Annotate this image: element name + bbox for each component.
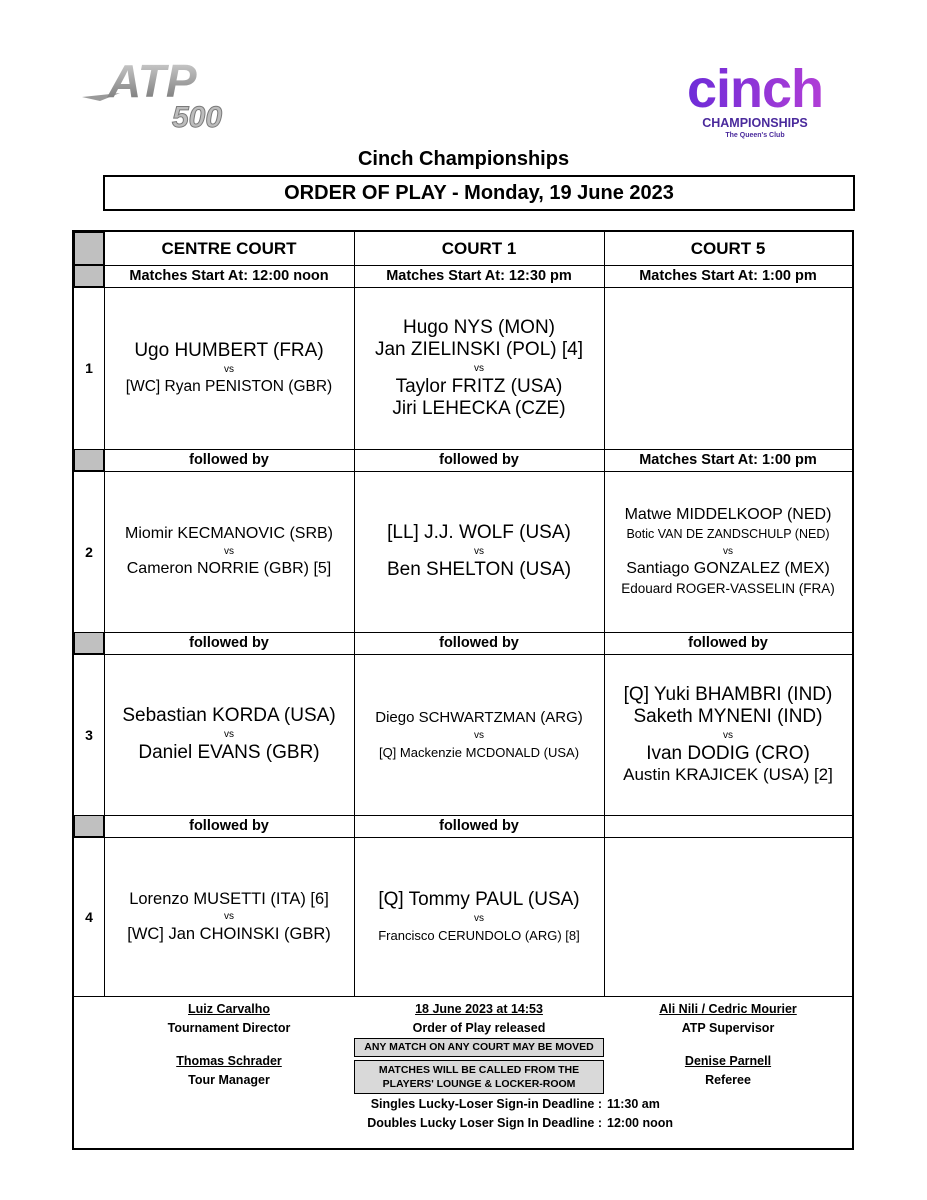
match-cell-court1-3 <box>354 654 604 815</box>
header-gray-marker <box>74 232 104 265</box>
atp-logo-word: ATP <box>108 55 197 107</box>
match-cell-court1-2 <box>354 471 604 632</box>
start-time-court5: Matches Start At: 1:00 pm <box>639 268 817 284</box>
vs-label: vs <box>474 729 484 741</box>
start-gray-marker <box>74 265 104 287</box>
singles-deadline-time: 11:30 am <box>607 1097 660 1111</box>
director-name: Luiz Carvalho <box>188 1002 270 1016</box>
player: [Q] Yuki BHAMBRI (IND) <box>623 684 833 705</box>
player: Cameron NORRIE (GBR) [5] <box>126 560 332 577</box>
supervisor-title: ATP Supervisor <box>681 1021 775 1035</box>
director-block <box>104 1002 354 1088</box>
match-number: 3 <box>85 726 93 743</box>
followed-by-label: followed by <box>439 452 519 468</box>
player: [Q] Mackenzie MCDONALD (USA) <box>378 744 580 760</box>
atp-500-logo <box>80 55 240 135</box>
sep-gray-marker-3 <box>74 815 104 837</box>
vs-label: vs <box>474 362 484 374</box>
released-label: Order of Play released <box>412 1021 546 1035</box>
doubles-deadline-label: Doubles Lucky Loser Sign In Deadline : <box>367 1116 602 1130</box>
player: Daniel EVANS (GBR) <box>138 742 320 763</box>
match-cell-court1-1 <box>354 287 604 449</box>
followed-by-label: followed by <box>189 635 269 651</box>
match-number: 2 <box>85 543 93 560</box>
vs-label: vs <box>474 546 484 557</box>
cinch-championships-logo <box>680 59 830 152</box>
followed-by-label: followed by <box>439 818 519 834</box>
notice-called-from-lounge: MATCHES WILL BE CALLED FROM THE PLAYERS' LOUNGE & LOCKER-ROOM <box>354 1060 604 1094</box>
referee-title: Referee <box>705 1073 751 1087</box>
sep-gray-marker-1 <box>74 449 104 471</box>
order-of-play-grid <box>72 230 854 1150</box>
manager-name: Thomas Schrader <box>176 1054 282 1068</box>
director-title: Tournament Director <box>167 1021 291 1035</box>
player: Austin KRAJICEK (USA) [2] <box>623 765 833 784</box>
player: Francisco CERUNDOLO (ARG) [8] <box>378 927 580 943</box>
court-header-court1: COURT 1 <box>441 238 517 258</box>
match-cell-centre-4 <box>104 837 354 996</box>
cinch-logo-sub: CHAMPIONSHIPS <box>702 116 808 130</box>
match-cell-court1-4 <box>354 837 604 996</box>
supervisor-block <box>604 1002 852 1088</box>
cinch-logo-sub2: The Queen's Club <box>725 132 785 139</box>
order-of-play-title: ORDER OF PLAY - Monday, 19 June 2023 <box>103 175 855 211</box>
player: Edouard ROGER-VASSELIN (FRA) <box>621 581 835 596</box>
followed-by-label: followed by <box>439 635 519 651</box>
cinch-logo-word: cinch <box>680 62 830 116</box>
match-cell-court5-2 <box>604 471 852 632</box>
player: [WC] Jan CHOINSKI (GBR) <box>127 925 331 943</box>
player: Taylor FRITZ (USA) <box>395 375 563 397</box>
player: [WC] Ryan PENISTON (GBR) <box>125 377 333 395</box>
match-number: 1 <box>85 360 93 376</box>
match-cell-centre-3 <box>104 654 354 815</box>
player: [Q] Tommy PAUL (USA) <box>378 888 580 910</box>
player: [LL] J.J. WOLF (USA) <box>387 522 571 543</box>
tournament-title: Cinch Championships <box>357 148 570 170</box>
player: Saketh MYNENI (IND) <box>633 706 823 727</box>
referee-name: Denise Parnell <box>684 1054 772 1068</box>
vs-label: vs <box>224 363 234 375</box>
vs-label: vs <box>224 729 234 740</box>
match-number: 4 <box>85 908 93 925</box>
vs-label: vs <box>224 546 234 557</box>
match-cell-court5-3 <box>604 654 852 815</box>
followed-by-label: followed by <box>189 452 269 468</box>
atp-logo-number: 500 <box>172 101 223 134</box>
vs-label: vs <box>723 730 733 741</box>
start-time-centre: Matches Start At: 12:00 noon <box>129 268 329 284</box>
player: Lorenzo MUSETTI (ITA) [6] <box>129 890 329 908</box>
player: Ugo HUMBERT (FRA) <box>134 339 324 361</box>
release-block <box>354 1002 604 1036</box>
released-time: 18 June 2023 at 14:53 <box>415 1002 543 1016</box>
player: Jan ZIELINSKI (POL) [4] <box>374 338 584 360</box>
vs-label: vs <box>723 546 733 557</box>
notice-any-match-moved: ANY MATCH ON ANY COURT MAY BE MOVED <box>354 1038 604 1057</box>
start-time-court1: Matches Start At: 12:30 pm <box>386 268 572 284</box>
player: Miomir KECMANOVIC (SRB) <box>124 525 333 542</box>
doubles-deadline-time: 12:00 noon <box>607 1116 673 1130</box>
player: Hugo NYS (MON) <box>402 316 556 338</box>
supervisor-name: Ali Nili / Cedric Mourier <box>659 1002 797 1016</box>
player: Diego SCHWARTZMAN (ARG) <box>375 708 583 726</box>
player: Botic VAN DE ZANDSCHULP (NED) <box>626 527 830 541</box>
singles-deadline-label: Singles Lucky-Loser Sign-in Deadline : <box>370 1097 602 1111</box>
court-header-centre: CENTRE COURT <box>161 238 297 258</box>
start-time-court5-row2: Matches Start At: 1:00 pm <box>639 452 817 468</box>
player: Matwe MIDDELKOOP (NED) <box>624 506 832 523</box>
vs-label: vs <box>224 911 234 922</box>
match-cell-centre-1 <box>104 287 354 449</box>
player: Sebastian KORDA (USA) <box>122 705 336 726</box>
player: Ivan DODIG (CRO) <box>646 743 810 764</box>
sep-gray-marker-2 <box>74 632 104 654</box>
manager-title: Tour Manager <box>188 1073 270 1087</box>
court-header-court5: COURT 5 <box>690 238 766 258</box>
followed-by-label: followed by <box>189 818 269 834</box>
match-cell-centre-2 <box>104 471 354 632</box>
followed-by-label: followed by <box>688 635 768 651</box>
player: Jiri LEHECKA (CZE) <box>392 397 566 419</box>
vs-label: vs <box>474 912 484 924</box>
player: Santiago GONZALEZ (MEX) <box>626 560 830 577</box>
player: Ben SHELTON (USA) <box>386 559 572 580</box>
